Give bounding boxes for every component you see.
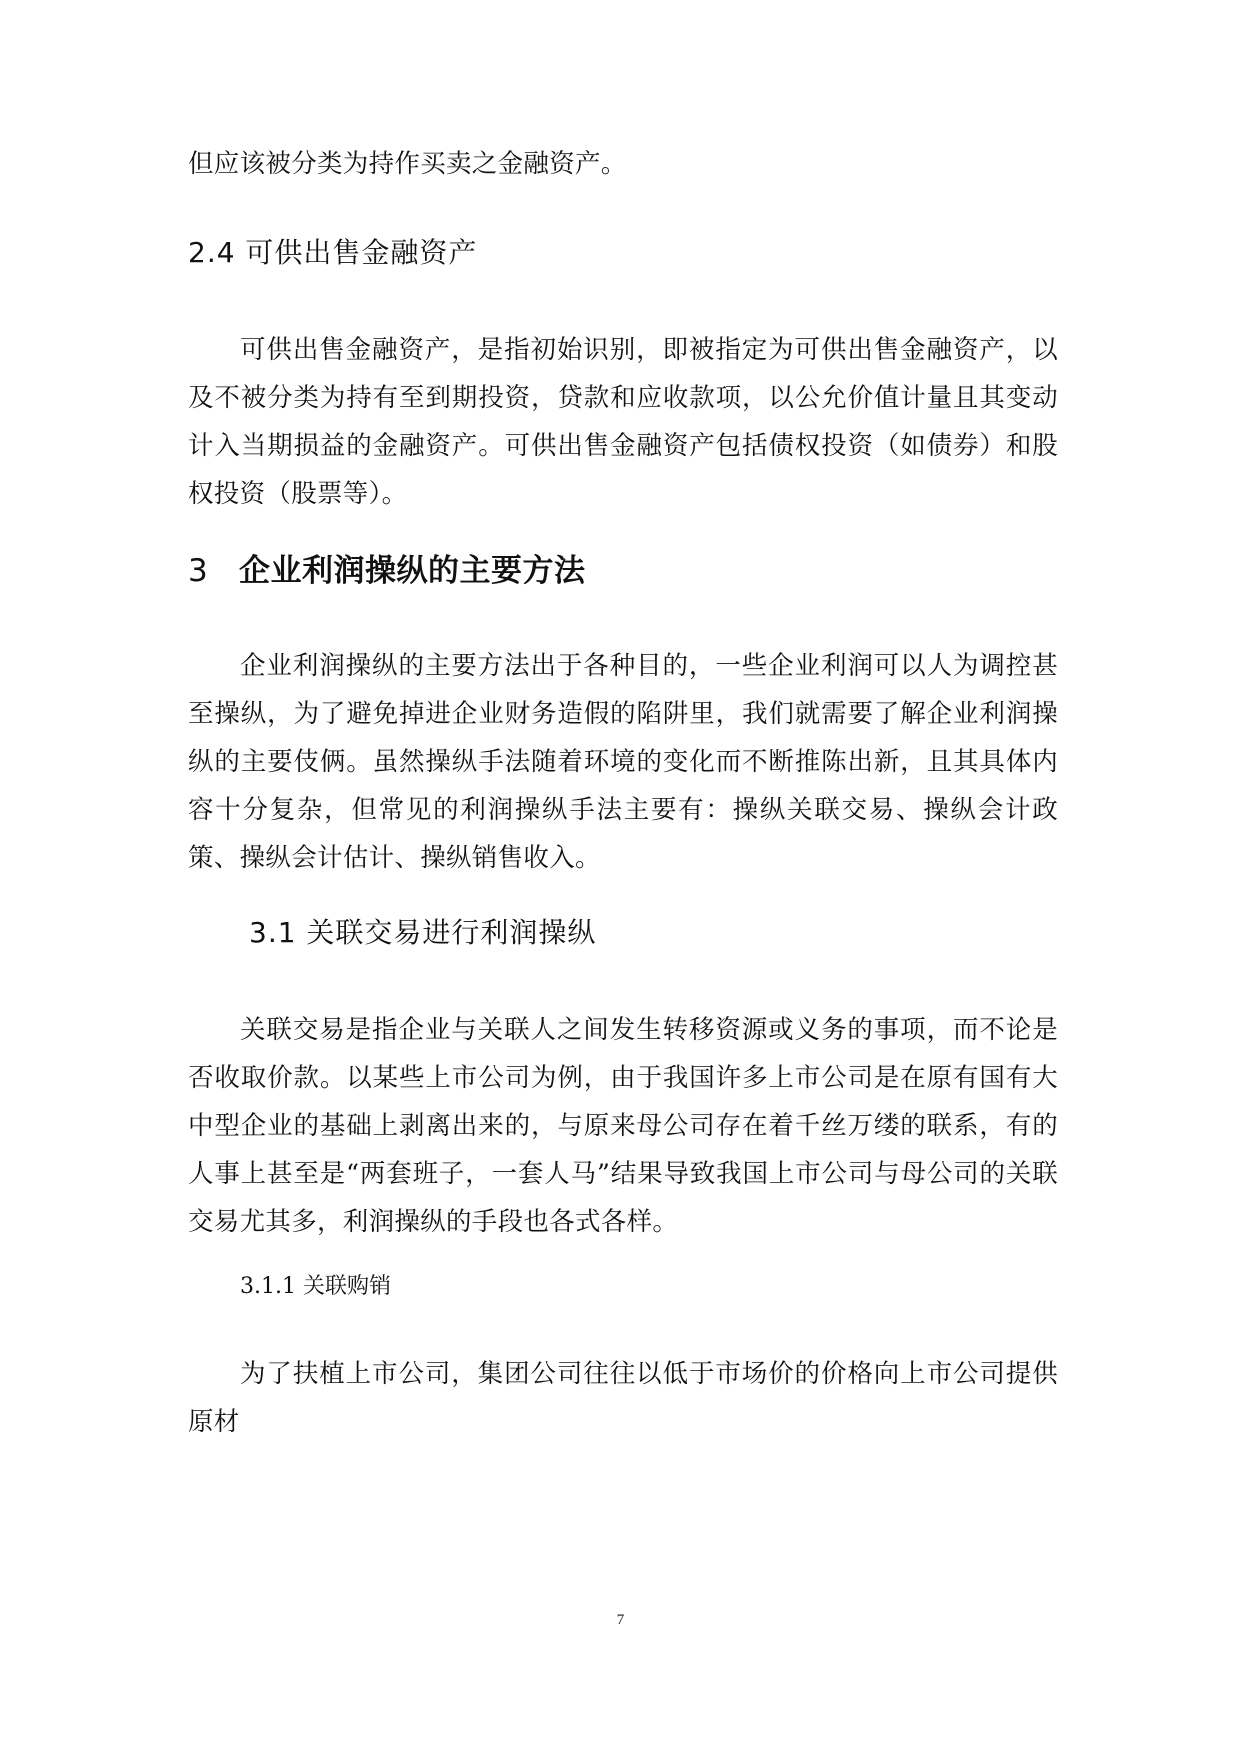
heading-3-1-1: 3.1.1 关联购销 [240,1274,391,1299]
paragraph-3: 企业利润操纵的主要方法出于各种目的，一些企业利润可以人为调控甚至操纵，为了避免掉进企业财务造假的陷阱里，我们就需要了解企业利润操纵的主要伎俩。虽然操纵手法随着环境的变化而不断推陈出新，且其具体内容十分复杂，但常见的利润操纵手法主要有：操纵关联交易、操纵会计政策、操纵会计估计、操纵销售收入。 [188,651,1058,873]
heading-2-4: 2.4 可供出售金融资产 [188,236,478,269]
paragraph-continued: 但应该被分类为持作买卖之金融资产。 [188,149,627,179]
page-number: 7 [616,1612,625,1628]
paragraph-3-1-1: 为了扶植上市公司，集团公司往往以低于市场价的价格向上市公司提供原材 [188,1359,1058,1437]
heading-3-1: 3.1 关联交易进行利润操纵 [249,916,597,949]
paragraph-3-1: 关联交易是指企业与关联人之间发生转移资源或义务的事项，而不论是否收取价款。以某些上市公司为例，由于我国许多上市公司是在原有国有大中型企业的基础上剥离出来的，与原来母公司存在着千丝万缕的联系，有的人事上甚至是“两套班子，一套人马”结果导致我国上市公司与母公司的关联交易尤其多，利润操纵的手段也各式各样。 [188,1015,1058,1237]
heading-3-number: 3 [188,553,209,589]
heading-3-title: 企业利润操纵的主要方法 [239,553,586,589]
paragraph-2-4: 可供出售金融资产，是指初始识别，即被指定为可供出售金融资产，以及不被分类为持有至到期投资，贷款和应收款项，以公允价值计量且其变动计入当期损益的金融资产。可供出售金融资产包括债权投资（如债券）和股权投资（股票等）。 [188,335,1058,509]
heading-3 [188,549,1058,593]
